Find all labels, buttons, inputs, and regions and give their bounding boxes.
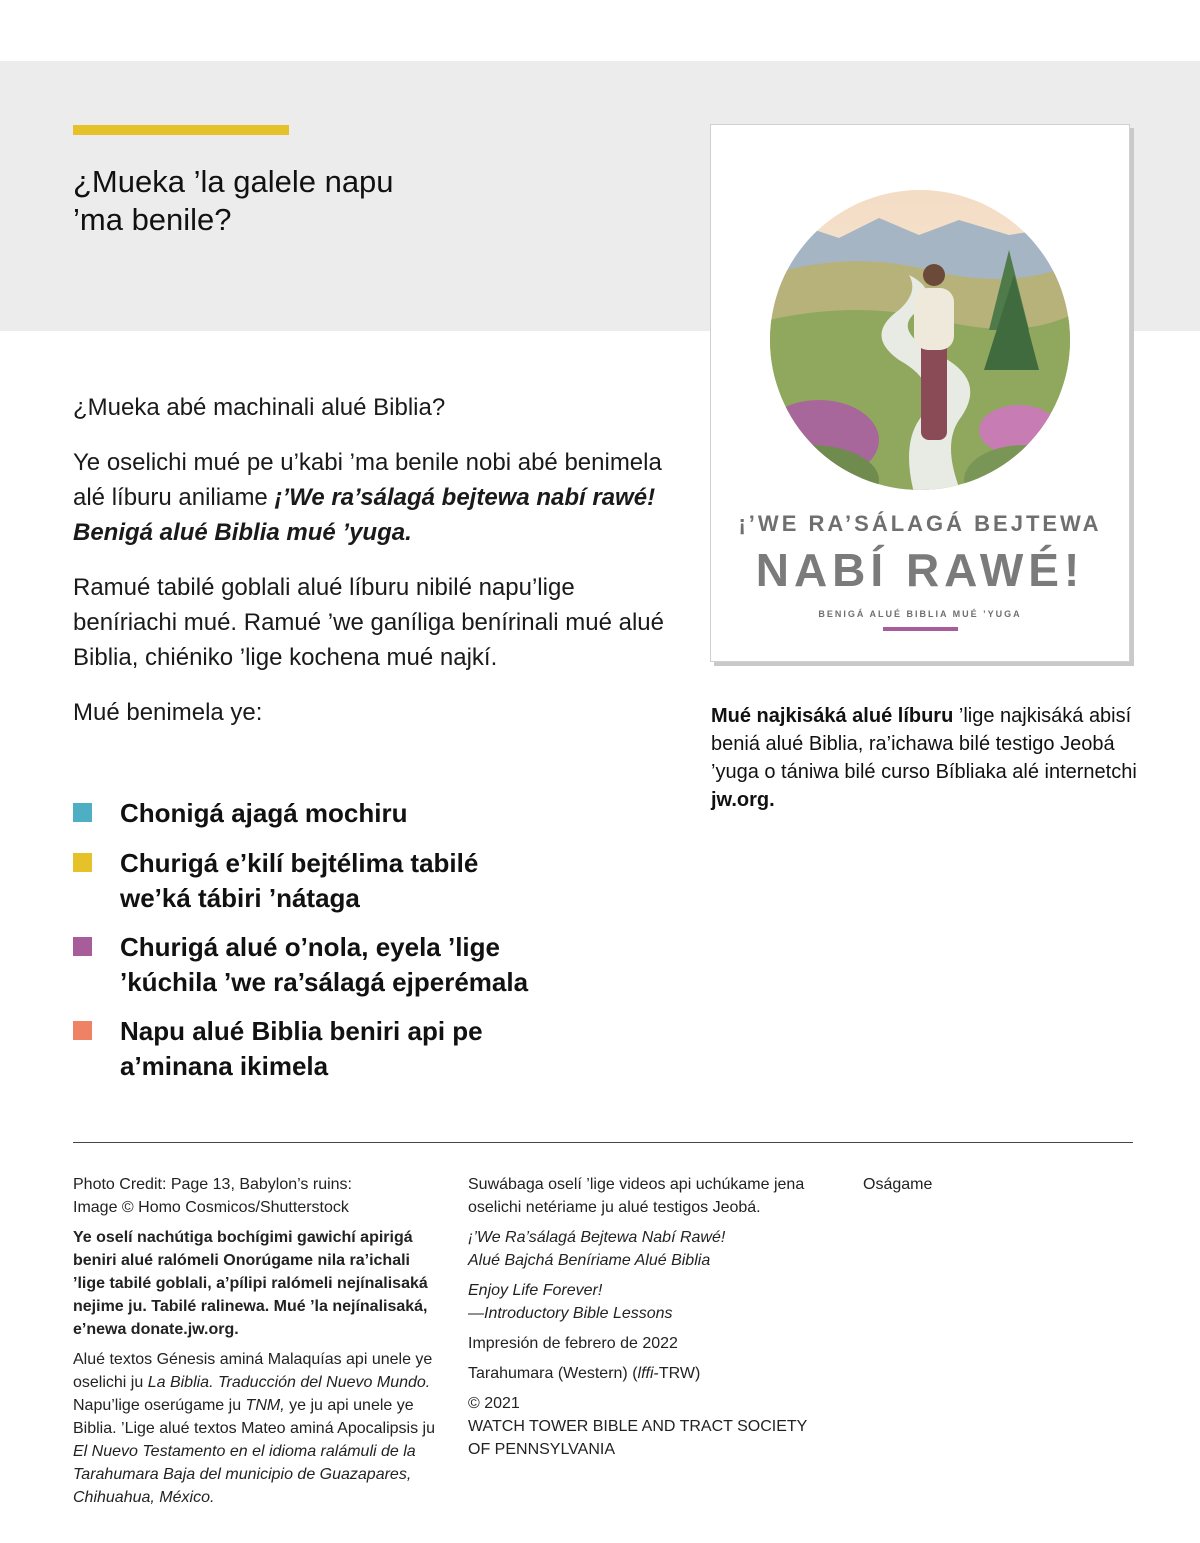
bullet-square (73, 937, 92, 956)
body-text (73, 390, 683, 750)
footer-note: Oságame (863, 1176, 933, 1193)
book-title: ¡’We ra’sálagá bejtewa nabí rawé! Benigá alué Biblia mué ’yuga. (73, 484, 656, 546)
cover-illustration (769, 180, 1071, 510)
bullet-square (73, 1021, 92, 1040)
book-cover[interactable] (710, 124, 1130, 662)
bullet-text: Churigá alué o’nola, eyela ’lige ’kúchila ’we ra’sálagá ejperémala (120, 932, 529, 997)
bullet-text: Churigá e’kilí bejtélima tabilé we’ká tábiri ’nátaga (120, 848, 479, 913)
footer-col-2 (468, 1173, 848, 1468)
publication-title-2: Enjoy Life Forever! —Introductory Bible Lessons (468, 1282, 673, 1322)
bullet-text: Napu alué Biblia beniri api pe a’minana ikimela (120, 1016, 483, 1081)
accent-bar (73, 125, 289, 135)
title-line-2: ’ma benile? (73, 202, 232, 237)
cover-title: NABÍ RAWÉ! (755, 544, 1085, 596)
cover-caption (711, 702, 1141, 814)
study-paragraph: Ramué tabilé goblali alué líburu nibilé napu’lige beníriachi mué. Ramué ’we ganíliga benírinali mué alué Biblia, chiéniko ’lige kochena mué najkí. (73, 574, 664, 671)
intro-paragraph (73, 445, 683, 550)
footer-divider (73, 1142, 1133, 1143)
donation-note: Ye oselí nachútiga bochígimi gawichí apirigá beniri alué ralómeli Onorúgame nila ra’ichali ’lige tabilé goblali, a’pílipi ralómeli nejínalisaká nejime ju. Tabilé ralinewa. Mué ’la nejínalisaká, e’newa donate.jw.org. (73, 1229, 428, 1338)
publication-title-1: ¡’We Ra’sálagá Bejtewa Nabí Rawé! Alué Bajchá Beníriame Alué Biblia (468, 1229, 726, 1269)
footer-col-3 (863, 1173, 1063, 1203)
footer-col-1 (73, 1173, 443, 1516)
intro-text: Ye oselichi mué pe u’kabi ’ma benile nobi abé benimela alé líburu aniliame (73, 449, 662, 511)
bullet-square (73, 803, 92, 822)
title-line-1: ¿Mueka ’la galele napu (73, 164, 394, 199)
bullet-text: Chonigá ajagá mochiru (120, 798, 408, 828)
caption-text: ’lige najkisáká abisí beniá alué Biblia, ra’ichawa bilé testigo Jeobá ’yuga o tániwa bilé curso Bíbliaka alé internetchi (711, 705, 1137, 783)
cover-accent-bar (883, 627, 958, 631)
videos-note: Suwábaga oselí ’lige videos api uchúkame jena oselichi netériame ju alué testigos Jeobá. (468, 1176, 805, 1216)
list-intro: Mué benimela ye: (73, 699, 263, 726)
printing-date: Impresión de febrero de 2022 (468, 1335, 678, 1352)
cover-tagline: BENIGÁ ALUÉ BIBLIA MUÉ ’YUGA (818, 609, 1022, 619)
bullet-square (73, 853, 92, 872)
question: ¿Mueka abé machinali alué Biblia? (73, 394, 446, 421)
language-code: Tarahumara (Western) (lffi-TRW) (468, 1365, 701, 1382)
jw-org-link[interactable]: jw.org. (711, 789, 775, 811)
cover-subtitle: ¡’WE RA’SÁLAGÁ BEJTEWA (738, 511, 1102, 536)
bible-texts-note: Alué textos Génesis aminá Malaquías api unele ye oselichi ju La Biblia. Traducción del Nuevo Mundo. Napu’lige oserúgame ju TNM, ye ju api unele ye Biblia. ’Lige alué textos Mateo aminá Apocalipsis ju El Nuevo Testamento en el idioma ralámuli de la Tarahumara Baja del municipio de Guazapares, Chihuahua, México. (73, 1351, 435, 1506)
caption-lead: Mué najkisáká alué líburu (711, 705, 954, 727)
photo-credit: Photo Credit: Page 13, Babylon’s ruins: Image © Homo Cosmicos/Shutterstock (73, 1176, 352, 1216)
page-title (73, 163, 593, 239)
copyright: © 2021 WATCH TOWER BIBLE AND TRACT SOCIETY OF PENNSYLVANIA (468, 1395, 808, 1458)
